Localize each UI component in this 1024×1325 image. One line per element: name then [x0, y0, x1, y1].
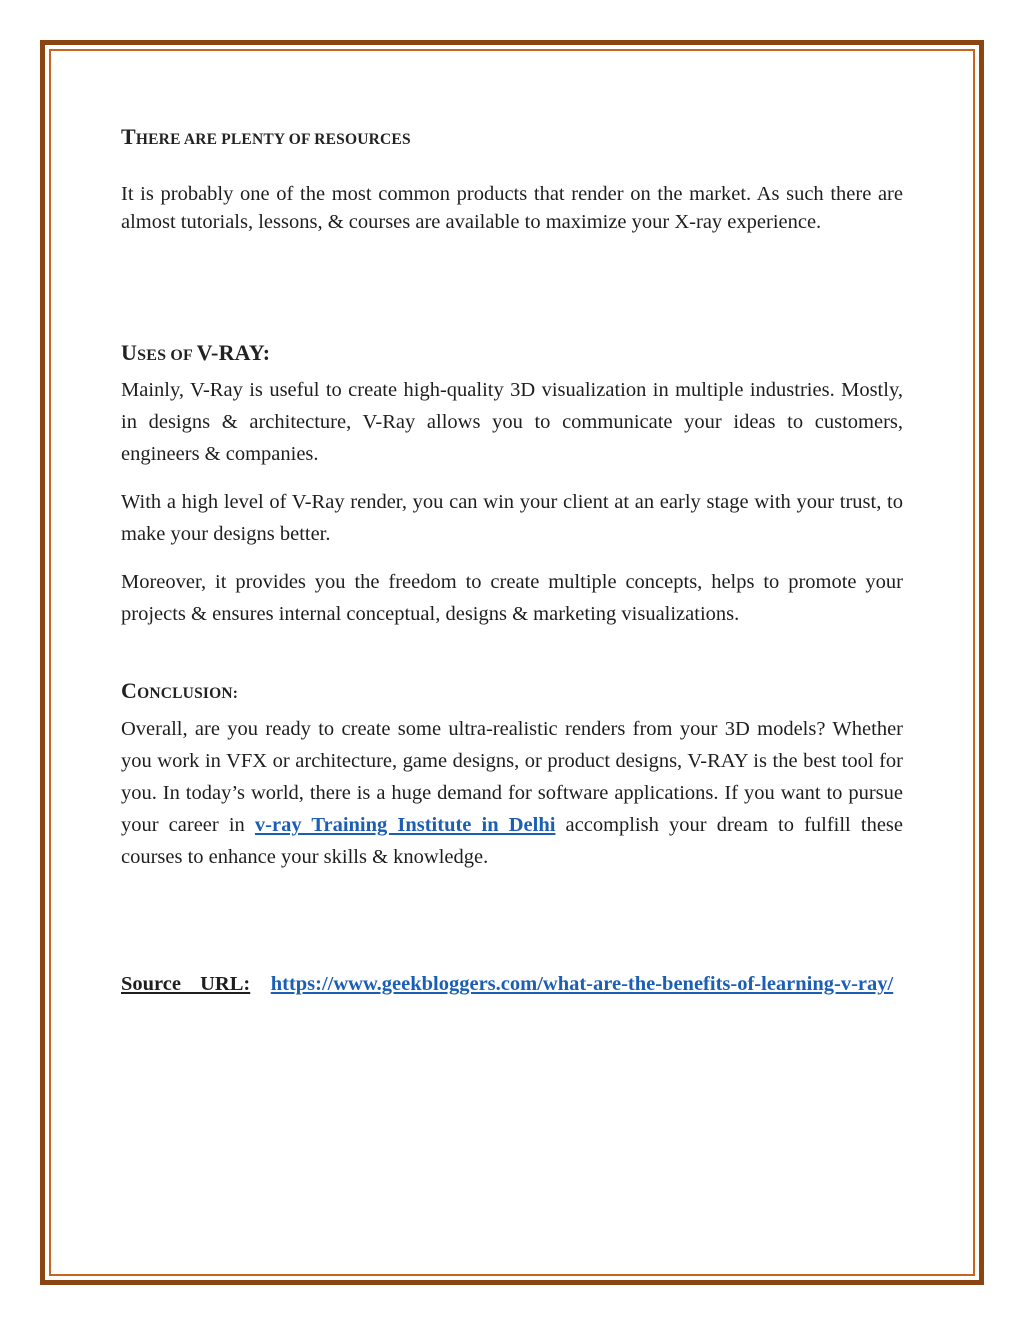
heading-resources-initial: T	[121, 124, 136, 149]
heading-uses-big: V-RAY:	[196, 340, 271, 365]
heading-resources	[121, 124, 411, 150]
heading-uses-initial: U	[121, 340, 138, 365]
vray-training-link[interactable]: v-ray Training Institute in Delhi	[254, 814, 556, 836]
heading-conclusion-rest: ONCLUSION:	[137, 685, 239, 702]
heading-conclusion-initial: C	[121, 678, 138, 703]
heading-uses-of-vray	[121, 340, 270, 366]
uses-paragraph-1: Mainly, V-Ray is useful to create high-quality 3D visualization in multiple industries. Mostly, in designs & architecture, V-Ray allows you to communicate your ideas to customers, engineers & companies.	[121, 379, 903, 465]
uses-paragraph-3: Moreover, it provides you the freedom to create multiple concepts, helps to promote your projects & ensures internal conceptual, designs & marketing visualizations.	[121, 571, 903, 625]
resources-paragraph: It is probably one of the most common products that render on the market. As such there are almost tutorials, lessons, & courses are available to maximize your X-ray experience.	[121, 183, 903, 233]
uses-paragraph-2: With a high level of V-Ray render, you can win your client at an early stage with your trust, to make your designs better.	[121, 491, 903, 545]
source-url-label: Source URL:	[121, 973, 251, 995]
conclusion-text-before-link: Overall, are you ready to create some ultra-realistic renders from your 3D models? Whether you work in VFX or architecture, game designs, or product designs, V-RAY is the best tool for you. In today’s world, there is a huge demand for software applications. If you want to pursue your career in	[121, 718, 903, 836]
heading-resources-rest: HERE ARE PLENTY OF RESOURCES	[135, 131, 411, 148]
conclusion-paragraph	[121, 713, 903, 873]
source-url-link[interactable]: https://www.geekbloggers.com/what-are-the-benefits-of-learning-v-ray/	[270, 973, 894, 995]
heading-conclusion	[121, 678, 238, 704]
source-paragraph	[121, 968, 903, 1000]
conclusion-text-after-link: accomplish your dream to fulfill these courses to enhance your skills & knowledge.	[121, 814, 903, 868]
heading-uses-small: SES OF	[137, 347, 197, 364]
